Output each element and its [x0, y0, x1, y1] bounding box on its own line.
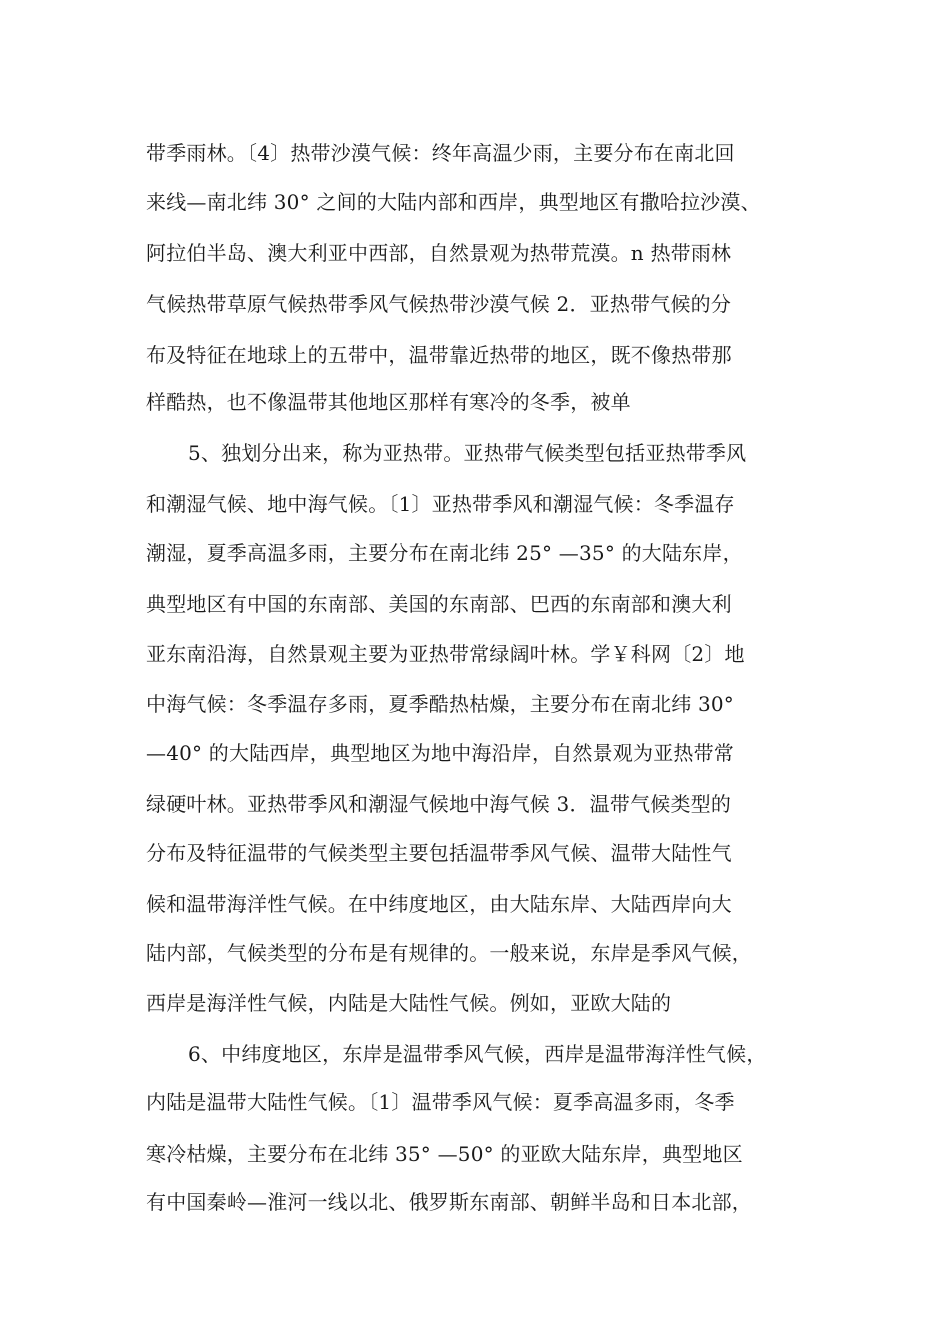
text-line: 候和温带海洋性气候。在中纬度地区，由大陆东岸、大陆西岸向大 — [146, 892, 732, 916]
text-line: —40° 的大陆西岸，典型地区为地中海沿岸，自然景观为亚热带常 — [146, 741, 735, 765]
text-line: 有中国秦岭—淮河一线以北、俄罗斯东南部、朝鲜半岛和日本北部， — [146, 1190, 752, 1214]
text-line: 西岸是海洋性气候，内陆是大陆性气候。例如，亚欧大陆的 — [146, 991, 672, 1015]
text-line: 和潮湿气候、地中海气候。〔1〕亚热带季风和潮湿气候：冬季温存 — [146, 492, 735, 516]
text-line: 绿硬叶林。亚热带季风和潮湿气候地中海气候 3．温带气候类型的 — [146, 792, 732, 816]
text-line: 寒冷枯燥，主要分布在北纬 35° —50° 的亚欧大陆东岸，典型地区 — [146, 1142, 743, 1166]
text-line: 气候热带草原气候热带季风气候热带沙漠气候 2．亚热带气候的分 — [146, 292, 732, 316]
paragraph-start-line: 6、中纬度地区，东岸是温带季风气候，西岸是温带海洋性气候， — [188, 1042, 767, 1066]
text-line: 布及特征在地球上的五带中，温带靠近热带的地区，既不像热带那 — [146, 343, 732, 367]
text-line: 来线—南北纬 30° 之间的大陆内部和西岸，典型地区有撒哈拉沙漠、 — [146, 190, 761, 214]
paragraph-start-line: 5、独划分出来，称为亚热带。亚热带气候类型包括亚热带季风 — [188, 441, 747, 465]
text-line: 亚东南沿海，自然景观主要为亚热带常绿阔叶林。学￥科网〔2〕地 — [146, 642, 745, 666]
text-line: 样酷热，也不像温带其他地区那样有寒冷的冬季，被单 — [146, 390, 631, 414]
text-line: 潮湿，夏季高温多雨，主要分布在南北纬 25° —35° 的大陆东岸， — [146, 541, 743, 565]
text-line: 分布及特征温带的气候类型主要包括温带季风气候、温带大陆性气 — [146, 841, 732, 865]
text-line: 带季雨林。〔4〕热带沙漠气候：终年高温少雨，主要分布在南北回 — [146, 141, 735, 165]
text-line: 中海气候：冬季温存多雨，夏季酷热枯燥，主要分布在南北纬 30° — [146, 692, 735, 716]
text-line: 内陆是温带大陆性气候。〔1〕温带季风气候：夏季高温多雨，冬季 — [146, 1090, 735, 1114]
text-line: 陆内部，气候类型的分布是有规律的。一般来说，东岸是季风气候， — [146, 941, 752, 965]
text-line: 阿拉伯半岛、澳大利亚中西部，自然景观为热带荒漠。n 热带雨林 — [146, 241, 732, 265]
text-line: 典型地区有中国的东南部、美国的东南部、巴西的东南部和澳大利 — [146, 592, 732, 616]
